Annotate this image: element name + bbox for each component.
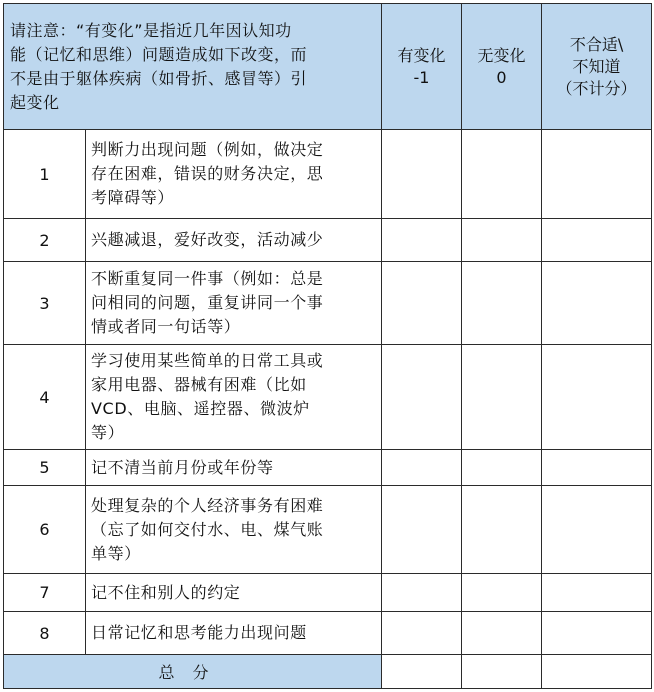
- answer-cell-changed[interactable]: [382, 574, 462, 612]
- row-description: 兴趣减退，爱好改变，活动减少: [86, 219, 382, 262]
- table-row: [4, 345, 652, 450]
- table-row: [4, 219, 652, 262]
- answer-cell-unchanged[interactable]: [462, 262, 542, 345]
- answer-cell-not-applicable[interactable]: [542, 574, 652, 612]
- total-label: 总分: [4, 655, 382, 689]
- total-cell-not-applicable[interactable]: [542, 655, 652, 689]
- questionnaire-table: [3, 3, 652, 689]
- answer-cell-not-applicable[interactable]: [542, 345, 652, 450]
- row-description: 不断重复同一件事（例如：总是 问相同的问题，重复讲同一个事 情或者同一句话等）: [86, 262, 382, 345]
- answer-cell-unchanged[interactable]: [462, 612, 542, 655]
- table-row: [4, 450, 652, 486]
- answer-cell-not-applicable[interactable]: [542, 130, 652, 219]
- answer-cell-unchanged[interactable]: [462, 574, 542, 612]
- answer-cell-changed[interactable]: [382, 450, 462, 486]
- answer-cell-not-applicable[interactable]: [542, 219, 652, 262]
- answer-cell-unchanged[interactable]: [462, 450, 542, 486]
- answer-cell-changed[interactable]: [382, 486, 462, 574]
- answer-cell-not-applicable[interactable]: [542, 486, 652, 574]
- answer-cell-not-applicable[interactable]: [542, 450, 652, 486]
- row-number: 5: [4, 450, 86, 486]
- table-row: [4, 262, 652, 345]
- row-number: 1: [4, 130, 86, 219]
- answer-cell-changed[interactable]: [382, 219, 462, 262]
- column-header-not-applicable: 不合适\ 不知道 （不计分）: [542, 4, 652, 130]
- row-number: 6: [4, 486, 86, 574]
- answer-cell-changed[interactable]: [382, 130, 462, 219]
- row-number: 4: [4, 345, 86, 450]
- table-row: [4, 486, 652, 574]
- answer-cell-unchanged[interactable]: [462, 130, 542, 219]
- answer-cell-unchanged[interactable]: [462, 345, 542, 450]
- total-row: [4, 655, 652, 689]
- row-description: 判断力出现问题（例如，做决定 存在困难，错误的财务决定，思 考障碍等）: [86, 130, 382, 219]
- table-row: [4, 130, 652, 219]
- answer-cell-not-applicable[interactable]: [542, 262, 652, 345]
- row-description: 记不住和别人的约定: [86, 574, 382, 612]
- answer-cell-changed[interactable]: [382, 262, 462, 345]
- header-row: [4, 4, 652, 130]
- table-row: [4, 574, 652, 612]
- instruction-note: 请注意：“有变化”是指近几年因认知功 能（记忆和思维）问题造成如下改变，而 不是由于躯体疾病（如骨折、感冒等）引 起变化: [4, 4, 382, 130]
- row-number: 7: [4, 574, 86, 612]
- column-header-unchanged: 无变化 0: [462, 4, 542, 130]
- row-number: 3: [4, 262, 86, 345]
- row-number: 2: [4, 219, 86, 262]
- table-row: [4, 612, 652, 655]
- answer-cell-unchanged[interactable]: [462, 486, 542, 574]
- row-description: 记不清当前月份或年份等: [86, 450, 382, 486]
- answer-cell-unchanged[interactable]: [462, 219, 542, 262]
- row-description: 处理复杂的个人经济事务有困难 （忘了如何交付水、电、煤气账 单等）: [86, 486, 382, 574]
- row-description: 学习使用某些简单的日常工具或 家用电器、器械有困难（比如 VCD、电脑、遥控器、微波炉 等）: [86, 345, 382, 450]
- answer-cell-changed[interactable]: [382, 612, 462, 655]
- column-header-changed: 有变化 -1: [382, 4, 462, 130]
- row-description: 日常记忆和思考能力出现问题: [86, 612, 382, 655]
- total-cell-changed[interactable]: [382, 655, 462, 689]
- row-number: 8: [4, 612, 86, 655]
- answer-cell-changed[interactable]: [382, 345, 462, 450]
- answer-cell-not-applicable[interactable]: [542, 612, 652, 655]
- total-cell-unchanged[interactable]: [462, 655, 542, 689]
